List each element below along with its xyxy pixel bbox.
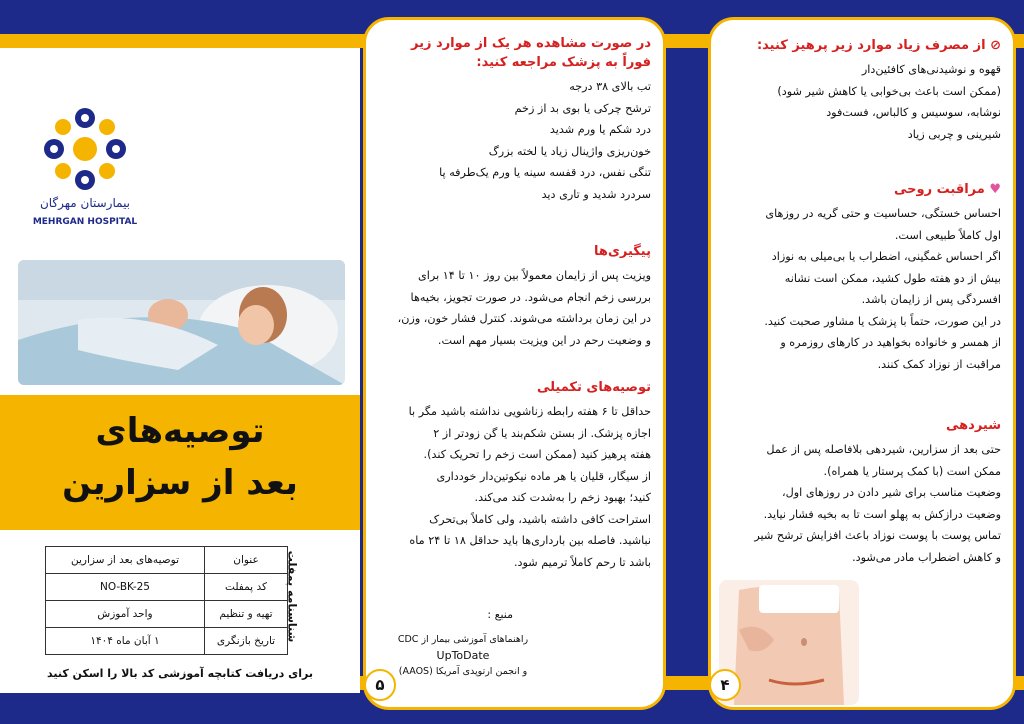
urgent-item: تب بالای ۳۸ درجه	[569, 80, 651, 93]
source-item: UpToDate	[436, 649, 490, 662]
pamphlet-id-table	[45, 546, 288, 655]
cover-title-line: بعد از سزارین	[62, 463, 298, 503]
heart-icon: ♥	[989, 182, 1001, 197]
emotional-line: اگر احساس غمگینی، اضطراب یا بی‌میلی به نوزاد	[771, 250, 1001, 263]
emotional-line: از همسر و خانواده بخواهید در کارهای روزمره و	[780, 336, 1001, 349]
emotional-section	[723, 180, 1001, 375]
extra-line: هفته پرهیز کنید (ممکن است زخم را تحریک کند).	[423, 448, 651, 461]
page-number: ۵	[364, 669, 396, 701]
urgent-item: خون‌ریزی واژینال زیاد یا لخته بزرگ	[488, 144, 651, 158]
followup-title: پیگیری‌ها	[594, 244, 651, 259]
table-row	[46, 601, 288, 628]
source-item: راهنماهای آموزشی بیمار از CDC	[397, 634, 529, 645]
breastfeeding-line: تماس پوست با پوست نوزاد باعث افزایش ترشح شیر	[754, 529, 1001, 542]
id-key: عنوان	[205, 547, 288, 574]
hospital-name-en: MEHRGAN HOSPITAL	[32, 217, 138, 227]
breastfeeding-section	[723, 416, 1001, 568]
avoid-item: نوشابه، سوسیس و کالباس، فست‌فود	[826, 106, 1001, 119]
extra-line: حداقل تا ۶ هفته رابطه زناشویی نداشته باشید مگر با	[408, 405, 651, 418]
avoid-item: قهوه و نوشیدنی‌های کافئین‌دار	[861, 63, 1001, 76]
table-row	[46, 628, 288, 655]
breastfeeding-line: وضعیت مناسب برای شیر دادن در روزهای اول،	[782, 486, 1001, 499]
avoid-item: (ممکن است باعث بی‌خوابی یا کاهش شیر شود)	[777, 84, 1001, 98]
id-key: تهیه و تنظیم	[205, 601, 288, 628]
avoid-section	[723, 36, 1001, 145]
source-item: و انجمن ارتوپدی آمریکا (AAOS)	[398, 666, 528, 677]
prohibited-icon: ⦸	[990, 38, 1001, 53]
id-value: توصیه‌های بعد از سزارین	[46, 547, 205, 574]
urgent-item: سردرد شدید و تاری دید	[541, 187, 651, 201]
emotional-line: احساس خستگی، حساسیت و حتی گریه در روزهای	[765, 207, 1001, 220]
sources-list	[378, 632, 548, 680]
id-key: تاریخ بازنگری	[205, 628, 288, 655]
breastfeeding-title: شیردهی	[945, 418, 1001, 433]
extra-line: اجازه پزشک. از بستن شکم‌بند یا گن زودتر از ۲	[433, 426, 651, 440]
followup-line: و وضعیت رحم در این ویزیت بسیار مهم است.	[437, 333, 651, 347]
emotional-line: بیش از دو هفته طول کشید، ممکن است نشانه	[784, 271, 1001, 285]
urgent-section	[378, 34, 651, 205]
source-label: منبع :	[487, 608, 513, 621]
breastfeeding-line: وضعیت درازکش به پهلو است تا به بخیه فشار نیاید.	[763, 507, 1001, 521]
extra-line: استراحت کافی داشته باشید، ولی کاملاً بی‌تحرک	[429, 512, 651, 526]
emotional-line: اول کاملاً طبیعی است.	[894, 228, 1001, 242]
hospital-logo-icon	[40, 104, 130, 194]
urgent-title: در صورت مشاهده هر یک از موارد زیر فوراً به پزشک مراجعه کنید:	[411, 36, 651, 70]
id-value: NO-BK-25	[46, 574, 205, 601]
urgent-item: درد شکم یا ورم شدید	[549, 123, 651, 136]
page-number: ۴	[709, 669, 741, 701]
urgent-item: تنگی نفس، درد قفسه سینه یا ورم یک‌طرفه پا	[439, 166, 651, 179]
mother-baby-photo	[18, 260, 345, 385]
emotional-line: مراقبت از نوزاد کمک کنند.	[877, 357, 1001, 371]
emotional-title: ♥ مراقبت روحی	[894, 182, 1001, 197]
table-row	[46, 574, 288, 601]
id-value: واحد آموزش	[46, 601, 205, 628]
avoid-item: شیرینی و چربی زیاد	[907, 127, 1001, 141]
panel-page-4	[708, 17, 1016, 710]
breastfeeding-line: حتی بعد از سزارین، شیردهی بلافاصله پس از عمل	[766, 443, 1001, 456]
panel-page-5	[363, 17, 666, 710]
id-table-label: شناسنامه پمفلت	[285, 550, 299, 643]
extra-line: باشد تا رحم کاملاً ترمیم شود.	[513, 555, 651, 569]
scan-note: برای دریافت کتابچه آموزشی کد بالا را اسکن کنید	[47, 667, 313, 680]
id-key: کد پمفلت	[205, 574, 288, 601]
avoid-title: ⦸ از مصرف زیاد موارد زیر پرهیز کنید:	[756, 38, 1001, 53]
followup-line: بررسی زخم انجام می‌شود. در صورت تجویز، بخیه‌ها	[410, 290, 651, 304]
cover-title-line: توصیه‌های	[95, 411, 265, 451]
followup-line: ویزیت پس از زایمان معمولاً بین روز ۱۰ تا ۱۴ برای	[418, 269, 651, 282]
extra-title: توصیه‌های تکمیلی	[536, 380, 651, 395]
extra-line: نباشید. فاصله بین بارداری‌ها باید حداقل ۱۸ تا ۲۴ ماه	[409, 534, 651, 547]
emotional-line: افسردگی پس از زایمان باشد.	[861, 293, 1001, 306]
hospital-name-fa: بیمارستان مهرگان	[39, 196, 131, 210]
extra-line: کنید؛ بهبود زخم را به‌شدت کند می‌کند.	[474, 491, 651, 504]
followup-line: در این زمان برداشته می‌شوند. کنترل فشار خون، وزن،	[397, 312, 651, 325]
id-value: ۱ آبان ماه ۱۴۰۴	[46, 628, 205, 655]
extra-section	[378, 378, 651, 573]
table-row	[46, 547, 288, 574]
extra-line: از سیگار، قلیان یا هر ماده نیکوتین‌دار خودداری	[436, 469, 651, 483]
emotional-line: در این صورت، حتماً با پزشک یا مشاور صحبت کنید.	[764, 314, 1001, 328]
urgent-item: ترشح چرکی یا بوی بد از زخم	[514, 101, 651, 115]
followup-section	[378, 242, 651, 351]
cover-title	[0, 405, 360, 509]
breastfeeding-line: ممکن است (با کمک پرستار یا همراه).	[823, 464, 1001, 478]
breastfeeding-line: و کاهش اضطراب مادر می‌شود.	[852, 550, 1001, 564]
